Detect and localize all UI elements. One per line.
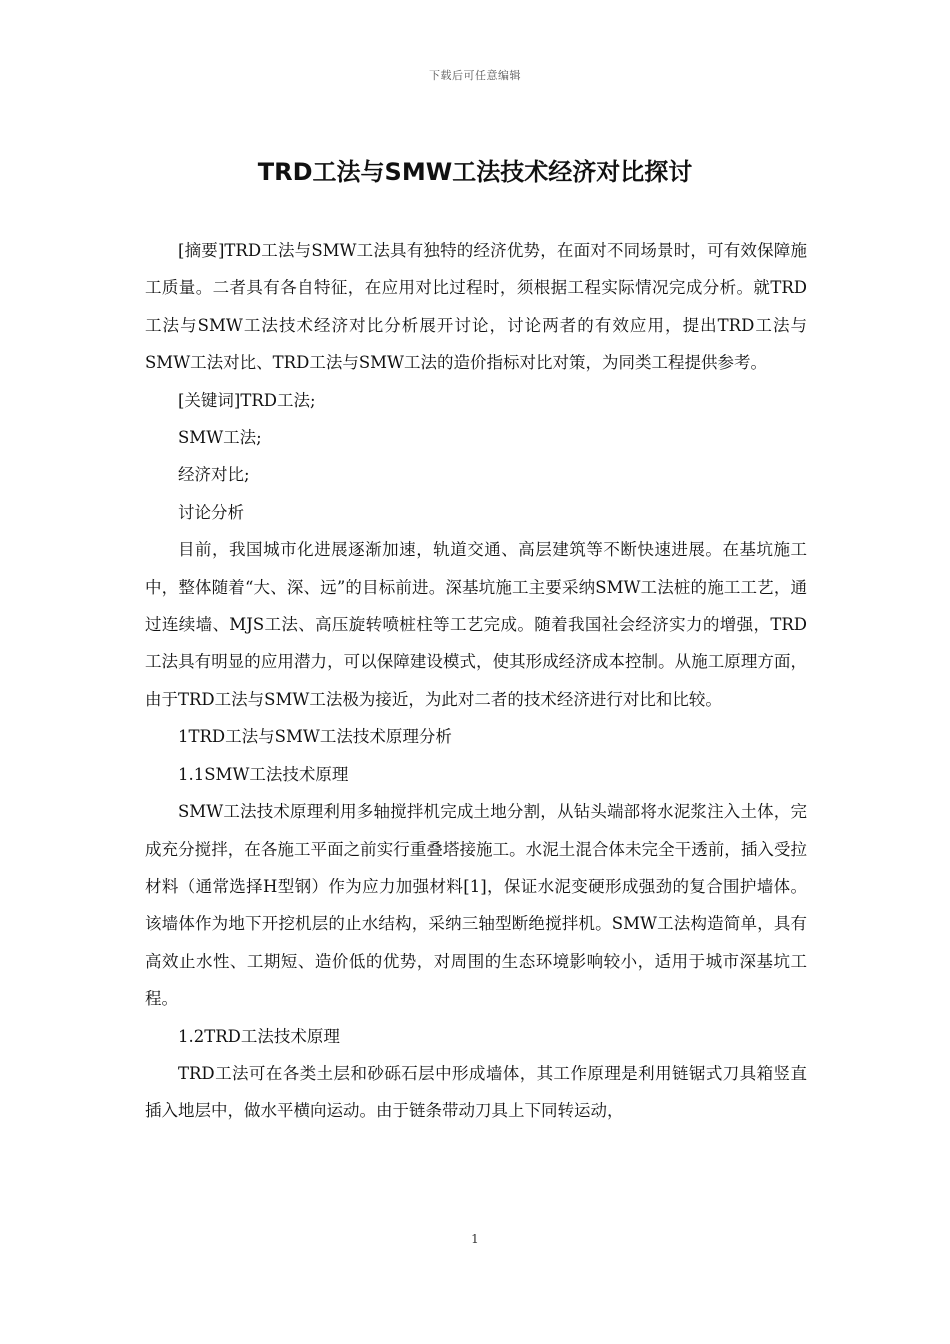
header-note: 下载后可任意编辑 — [429, 69, 521, 82]
abstract-paragraph: [摘要]TRD工法与SMW工法具有独特的经济优势，在面对不同场景时，可有效保障施工质量。二者具有各自特征，在应用对比过程时，须根据工程实际情况完成分析。就TRD工法与SMW工法技术经济对比分析展开讨论，讨论两者的有效应用，提出TRD工法与SMW工法对比、TRD工法与SMW工法的造价指标对比对策，为同类工程提供参考。 — [145, 241, 807, 373]
keywords-line: [关键词]TRD工法; — [178, 390, 316, 410]
body-paragraph: SMW工法技术原理利用多轴搅拌机完成土地分割，从钻头端部将水泥浆注入土体，完成充分搅拌，在各施工平面之前实行重叠塔接施工。水泥土混合体未完全干透前，插入受拉材料（通常选择H型钢）作为应力加强材料[1]，保证水泥变硬形成强劲的复合围护墙体。该墙体作为地下开挖机层的止水结构，采纳三轴型断绝搅拌机。SMW工法构造简单，具有高效止水性、工期短、造价低的优势，对周围的生态环境影响较小，适用于城市深基坑工程。 — [145, 802, 807, 1009]
keyword-item: SMW工法; — [178, 428, 262, 448]
document-title: TRD工法与SMW工法技术经济对比探讨 — [257, 158, 693, 186]
body-paragraph: TRD工法可在各类土层和砂砾石层中形成墙体，其工作原理是利用链锯式刀具箱竖直插入地层中，做水平横向运动。由于链条带动刀具上下同转运动， — [145, 1063, 807, 1121]
page-number: 1 — [471, 1232, 479, 1246]
body-paragraph: 目前，我国城市化进展逐渐加速，轨道交通、高层建筑等不断快速进展。在基坑施工中，整体随着“大、深、远”的目标前进。深基坑施工主要采纳SMW工法桩的施工工艺，通过连续墙、MJS工法、高压旋转喷桩柱等工艺完成。随着我国社会经济实力的增强，TRD工法具有明显的应用潜力，可以保障建设模式，使其形成经济成本控制。从施工原理方面，由于TRD工法与SMW工法极为接近，为此对二者的技术经济进行对比和比较。 — [145, 540, 807, 709]
subsection-heading: 1.1SMW工法技术原理 — [178, 764, 349, 784]
keyword-item: 讨论分析 — [178, 502, 244, 522]
keyword-item: 经济对比; — [178, 465, 250, 485]
section-heading: 1TRD工法与SMW工法技术原理分析 — [178, 727, 452, 747]
document-body — [145, 232, 807, 1130]
subsection-heading: 1.2TRD工法技术原理 — [178, 1026, 340, 1046]
